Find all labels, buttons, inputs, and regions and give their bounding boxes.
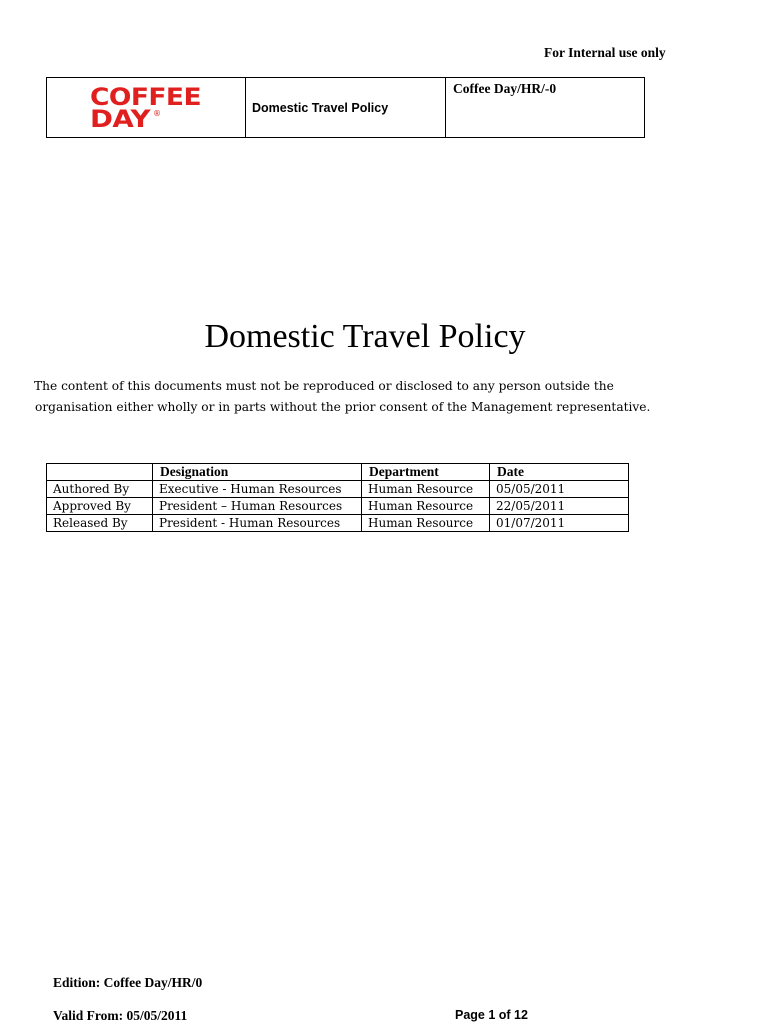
table-row bbox=[47, 515, 629, 532]
page-number: Page 1 of 12 bbox=[455, 1008, 528, 1022]
logo-cell bbox=[47, 78, 246, 138]
svg-text:®: ® bbox=[153, 109, 161, 118]
table-cell: Released By bbox=[47, 515, 153, 532]
coffee-day-logo bbox=[89, 83, 207, 131]
disclaimer-line: The content of this documents must not be reproduced or disclosed to any person outside the bbox=[34, 379, 614, 393]
document-title-cell bbox=[246, 78, 446, 138]
table-cell: Human Resource bbox=[362, 481, 490, 498]
table-cell: President - Human Resources bbox=[153, 515, 362, 532]
table-cell: Human Resource bbox=[362, 498, 490, 515]
document-header-table bbox=[46, 77, 645, 138]
document-code-cell bbox=[446, 78, 645, 138]
column-header: Designation bbox=[153, 464, 362, 481]
table-cell: Approved By bbox=[47, 498, 153, 515]
table-cell: Human Resource bbox=[362, 515, 490, 532]
table-row bbox=[47, 498, 629, 515]
document-title: Domestic Travel Policy bbox=[252, 100, 389, 115]
approval-table bbox=[46, 463, 629, 532]
internal-use-note: For Internal use only bbox=[544, 45, 666, 60]
svg-text:DAY: DAY bbox=[90, 105, 152, 131]
confidentiality-disclaimer bbox=[34, 376, 734, 418]
table-row bbox=[47, 481, 629, 498]
column-header bbox=[47, 464, 153, 481]
table-cell: 05/05/2011 bbox=[490, 481, 629, 498]
page-title: Domestic Travel Policy bbox=[204, 318, 526, 355]
table-cell: President – Human Resources bbox=[153, 498, 362, 515]
table-cell: Authored By bbox=[47, 481, 153, 498]
table-cell: 01/07/2011 bbox=[490, 515, 629, 532]
disclaimer-line: organisation either wholly or in parts without the prior consent of the Management representative. bbox=[35, 400, 651, 414]
edition-label: Edition: Coffee Day/HR/0 bbox=[53, 975, 203, 990]
svg-text:COFFEE: COFFEE bbox=[90, 83, 201, 111]
table-cell: Executive - Human Resources bbox=[153, 481, 362, 498]
table-header-row bbox=[47, 464, 629, 481]
table-cell: 22/05/2011 bbox=[490, 498, 629, 515]
valid-from-label: Valid From: 05/05/2011 bbox=[53, 1008, 188, 1023]
column-header: Department bbox=[362, 464, 490, 481]
document-code: Coffee Day/HR/-0 bbox=[453, 81, 557, 96]
column-header: Date bbox=[490, 464, 629, 481]
